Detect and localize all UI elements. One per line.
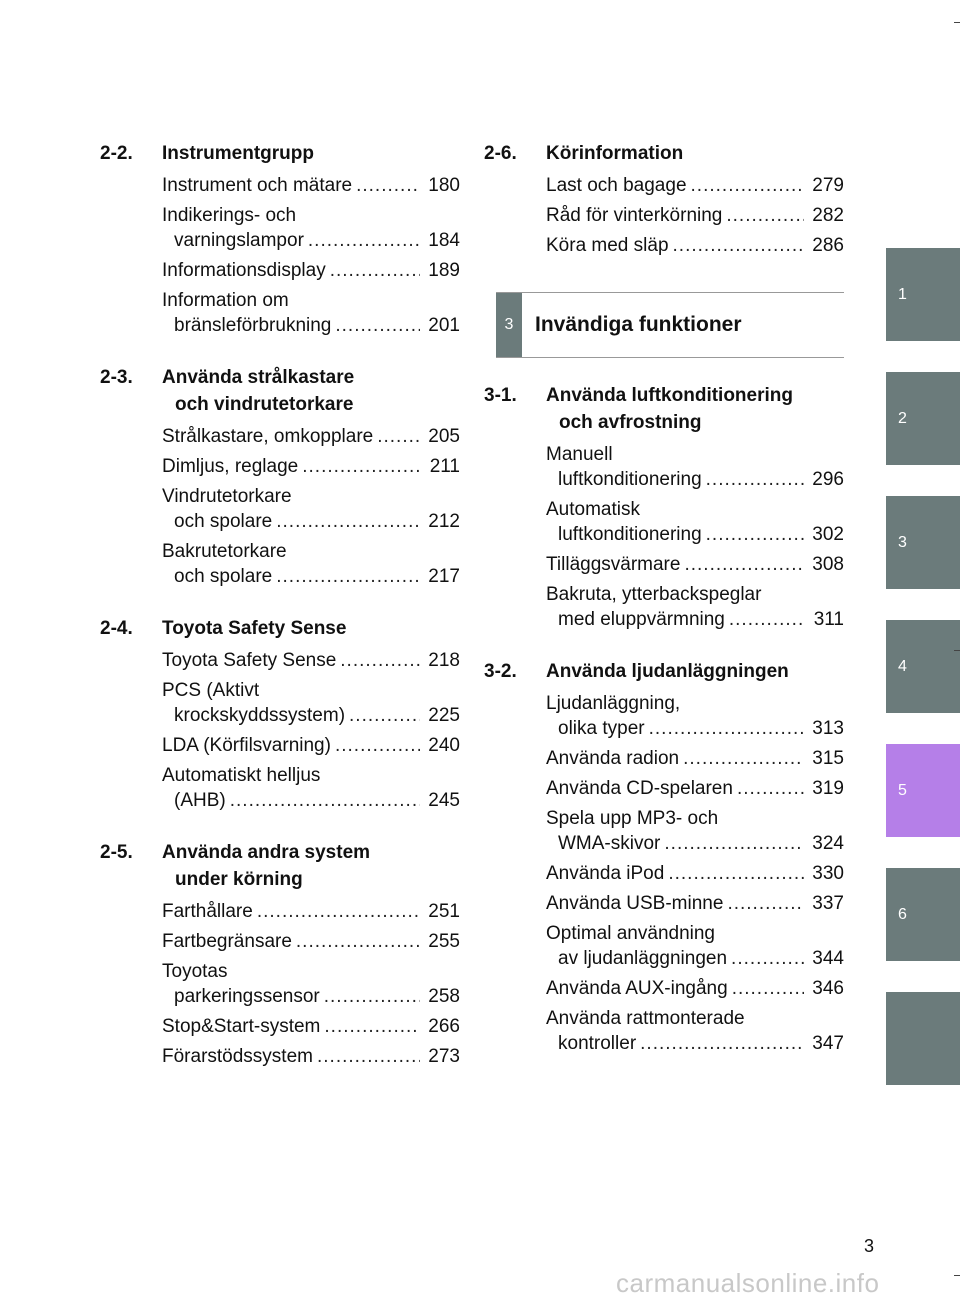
- watermark: carmanualsonline.info: [616, 1268, 880, 1298]
- entry-page-number: 218: [428, 650, 460, 671]
- entry-row: [162, 1014, 460, 1039]
- leader-dots: [649, 716, 804, 741]
- entry-text: PCS (Aktivt: [162, 680, 260, 701]
- entry-page-number: 255: [428, 931, 460, 952]
- section-title-line: Använda strålkastare: [162, 367, 355, 388]
- leader-dots: [296, 929, 420, 954]
- entry-text: Toyotas: [162, 961, 228, 982]
- toc-entry-link[interactable]: [162, 258, 460, 283]
- leader-dots: [706, 467, 804, 492]
- toc-section: [100, 839, 460, 1069]
- entry-text: Optimal användning: [546, 923, 715, 944]
- chapter-number: 3: [496, 293, 522, 357]
- toc-entry-link[interactable]: [546, 806, 844, 856]
- entry-page-number: 286: [812, 235, 844, 256]
- chapter-title: Invändiga funktioner: [535, 313, 742, 336]
- entry-text: Använda rattmonterade: [546, 1008, 745, 1029]
- toc-left-column: [100, 140, 460, 1095]
- entry-row: [546, 203, 844, 228]
- leader-dots: [324, 984, 420, 1009]
- chapter-tab-label: 5: [898, 781, 907, 799]
- toc-entry-link[interactable]: [162, 929, 460, 954]
- toc-entry-link[interactable]: [546, 582, 844, 632]
- entry-text: luftkonditionering: [558, 524, 702, 545]
- entry-text: varningslampor: [174, 230, 304, 251]
- entry-row: [546, 716, 844, 741]
- entry-row: [546, 173, 844, 198]
- leader-dots: [308, 228, 420, 253]
- leader-dots: [330, 258, 420, 283]
- chapter-tab-label: 1: [898, 285, 907, 303]
- section-number: 2-6.: [484, 143, 517, 164]
- toc-entry-link[interactable]: [546, 691, 844, 741]
- entry-text: kontroller: [558, 1033, 637, 1054]
- entry-text: Automatisk: [546, 499, 640, 520]
- toc-entry-link[interactable]: [162, 203, 460, 253]
- entry-row: [162, 454, 460, 479]
- leader-dots: [729, 607, 804, 632]
- section-number: 2-3.: [100, 367, 133, 388]
- entry-text: Bakruta, ytterbackspeglar: [546, 584, 762, 605]
- entry-row: [546, 831, 844, 856]
- entry-text: Bakrutetorkare: [162, 541, 287, 562]
- entry-row: [162, 173, 460, 198]
- toc-entry-link[interactable]: [546, 173, 844, 198]
- entry-text: (AHB): [174, 790, 226, 811]
- toc-entry-link[interactable]: [162, 648, 460, 673]
- entry-row: [546, 467, 844, 492]
- entry-text: Använda iPod: [546, 863, 665, 884]
- chapter-tab-label: 2: [898, 409, 907, 427]
- toc-entry-link[interactable]: [546, 776, 844, 801]
- section-number: 2-2.: [100, 143, 133, 164]
- leader-dots: [727, 891, 804, 916]
- toc-entries: [162, 899, 460, 1069]
- entry-text: Information om: [162, 290, 289, 311]
- toc-section: [484, 140, 844, 258]
- entry-row: [546, 1031, 844, 1056]
- entry-page-number: 313: [812, 718, 844, 739]
- chapter-tab-4[interactable]: [886, 620, 960, 713]
- crop-mark: [954, 650, 960, 651]
- entry-page-number: 330: [812, 863, 844, 884]
- toc-entries: [546, 173, 844, 258]
- leader-dots: [276, 564, 420, 589]
- section-heading: [100, 839, 460, 893]
- leader-dots: [335, 733, 420, 758]
- toc-entry-link[interactable]: [162, 1044, 460, 1069]
- entry-row: [546, 861, 844, 886]
- entry-row: [162, 984, 460, 1009]
- entry-text: Farthållare: [162, 901, 253, 922]
- toc-entry-link[interactable]: [162, 424, 460, 449]
- entry-row: [162, 509, 460, 534]
- entry-page-number: 315: [812, 748, 844, 769]
- toc-entry-link[interactable]: [546, 746, 844, 771]
- entry-row: [162, 899, 460, 924]
- section-heading: [484, 382, 844, 436]
- entry-page-number: 266: [428, 1016, 460, 1037]
- entry-page-number: 324: [812, 833, 844, 854]
- toc-entry-link[interactable]: [546, 442, 844, 492]
- entry-text: Använda AUX-ingång: [546, 978, 728, 999]
- entry-row: [162, 929, 460, 954]
- entry-page-number: 279: [812, 175, 844, 196]
- entry-page-number: 347: [812, 1033, 844, 1054]
- leader-dots: [691, 173, 804, 198]
- entry-row: [546, 891, 844, 916]
- entry-page-number: 245: [428, 790, 460, 811]
- entry-page-number: 180: [428, 175, 460, 196]
- leader-dots: [726, 203, 804, 228]
- leader-dots: [324, 1014, 420, 1039]
- entry-page-number: 225: [428, 705, 460, 726]
- entry-page-number: 308: [812, 554, 844, 575]
- toc-entry-link[interactable]: [162, 288, 460, 338]
- toc-entries: [162, 648, 460, 813]
- entry-row: [162, 258, 460, 283]
- entry-page-number: 201: [428, 315, 460, 336]
- section-title-line: och avfrostning: [559, 412, 702, 433]
- entry-page-number: 311: [813, 609, 844, 630]
- toc-entry-link[interactable]: [546, 497, 844, 547]
- entry-page-number: 296: [812, 469, 844, 490]
- entry-row: [546, 522, 844, 547]
- section-title-line: Använda ljudanläggningen: [546, 661, 789, 682]
- leader-dots: [664, 831, 804, 856]
- leader-dots: [706, 522, 804, 547]
- section-heading: [100, 364, 460, 418]
- entry-row: [162, 424, 460, 449]
- entry-text: Manuell: [546, 444, 613, 465]
- entry-text: Vindrutetorkare: [162, 486, 292, 507]
- leader-dots: [684, 552, 804, 577]
- entry-row: [546, 976, 844, 1001]
- toc-entries: [162, 424, 460, 589]
- toc-entries: [546, 691, 844, 1056]
- section-heading: [100, 615, 460, 642]
- toc-entry-link[interactable]: [162, 1014, 460, 1039]
- chapter-tab-1[interactable]: [886, 248, 960, 341]
- toc-entry-link[interactable]: [162, 959, 460, 1009]
- entry-text: Råd för vinterkörning: [546, 205, 723, 226]
- toc-section: [484, 382, 844, 632]
- entry-page-number: 212: [428, 511, 460, 532]
- chapter-tab-5[interactable]: [886, 744, 960, 837]
- entry-page-number: 282: [812, 205, 844, 226]
- toc-entry-link[interactable]: [546, 921, 844, 971]
- toc-entries: [162, 173, 460, 338]
- entry-text: av ljudanläggningen: [558, 948, 728, 969]
- section-title-line: Använda andra system: [162, 842, 371, 863]
- entry-text: Förarstödssystem: [162, 1046, 313, 1067]
- entry-text: Indikerings- och: [162, 205, 297, 226]
- entry-text: LDA (Körfilsvarning): [162, 735, 331, 756]
- entry-row: [162, 703, 460, 728]
- toc-entries: [546, 442, 844, 632]
- toc-entry-link[interactable]: [546, 1006, 844, 1056]
- section-heading: [100, 140, 460, 167]
- leader-dots: [257, 899, 420, 924]
- section-number: 3-2.: [484, 661, 517, 682]
- toc-right-column-bottom: [484, 382, 844, 1082]
- toc-entry-link[interactable]: [162, 173, 460, 198]
- entry-text: och spolare: [174, 511, 273, 532]
- section-number: 2-4.: [100, 618, 133, 639]
- entry-row: [546, 233, 844, 258]
- crop-mark: [954, 22, 960, 23]
- leader-dots: [640, 1031, 804, 1056]
- section-title-line: Toyota Safety Sense: [162, 618, 347, 639]
- section-title: [546, 382, 793, 436]
- entry-text: Dimljus, reglage: [162, 456, 299, 477]
- entry-page-number: 217: [428, 566, 460, 587]
- toc-entry-link[interactable]: [162, 539, 460, 589]
- section-title: [162, 364, 354, 418]
- entry-row: [162, 733, 460, 758]
- entry-text: Automatiskt helljus: [162, 765, 321, 786]
- toc-entry-link[interactable]: [546, 233, 844, 258]
- entry-text: luftkonditionering: [558, 469, 702, 490]
- toc-entry-link[interactable]: [162, 899, 460, 924]
- entry-row: [546, 746, 844, 771]
- entry-page-number: 251: [428, 901, 460, 922]
- entry-text: Instrument och mätare: [162, 175, 353, 196]
- leader-dots: [356, 173, 420, 198]
- entry-text: Stop&Start-system: [162, 1016, 321, 1037]
- entry-text: krockskyddssystem): [174, 705, 346, 726]
- entry-page-number: 240: [428, 735, 460, 756]
- entry-text: Köra med släp: [546, 235, 669, 256]
- entry-page-number: 189: [428, 260, 460, 281]
- leader-dots: [731, 946, 804, 971]
- toc-section: [100, 364, 460, 589]
- section-title-line: under körning: [175, 869, 303, 890]
- toc-entry-link[interactable]: [546, 203, 844, 228]
- toc-section: [484, 658, 844, 1056]
- section-number: 2-5.: [100, 842, 133, 863]
- entry-row: [546, 946, 844, 971]
- chapter-tab-2[interactable]: [886, 372, 960, 465]
- leader-dots: [673, 233, 804, 258]
- chapter-tab-blank[interactable]: [886, 992, 960, 1085]
- entry-text: Strålkastare, omkopplare: [162, 426, 374, 447]
- entry-row: [162, 228, 460, 253]
- section-title-line: och vindrutetorkare: [175, 394, 354, 415]
- crop-mark: [954, 1275, 960, 1276]
- entry-page-number: 184: [428, 230, 460, 251]
- entry-text: Last och bagage: [546, 175, 687, 196]
- leader-dots: [683, 746, 804, 771]
- leader-dots: [732, 976, 804, 1001]
- section-heading: [484, 658, 844, 685]
- section-title: [162, 140, 314, 167]
- chapter-tab-label: 6: [898, 905, 907, 923]
- entry-page-number: 205: [428, 426, 460, 447]
- entry-row: [546, 552, 844, 577]
- entry-text: och spolare: [174, 566, 273, 587]
- toc-entry-link[interactable]: [546, 976, 844, 1001]
- entry-row: [162, 313, 460, 338]
- entry-text: Toyota Safety Sense: [162, 650, 337, 671]
- entry-row: [162, 648, 460, 673]
- entry-text: Använda CD-spelaren: [546, 778, 733, 799]
- leader-dots: [349, 703, 420, 728]
- entry-row: [162, 788, 460, 813]
- toc-entry-link[interactable]: [162, 763, 460, 813]
- leader-dots: [737, 776, 804, 801]
- entry-text: Tilläggsvärmare: [546, 554, 681, 575]
- toc-entry-link[interactable]: [162, 454, 460, 479]
- entry-text: Informationsdisplay: [162, 260, 326, 281]
- section-heading: [484, 140, 844, 167]
- section-title-line: Instrumentgrupp: [162, 143, 314, 164]
- section-title: [546, 140, 683, 167]
- toc-right-column-top: [484, 140, 844, 284]
- entry-row: [162, 564, 460, 589]
- chapter-tab-6[interactable]: [886, 868, 960, 961]
- leader-dots: [340, 648, 420, 673]
- entry-text: Fartbegränsare: [162, 931, 292, 952]
- entry-text: Spela upp MP3- och: [546, 808, 719, 829]
- entry-text: med eluppvärmning: [558, 609, 725, 630]
- entry-page-number: 319: [812, 778, 844, 799]
- entry-page-number: 211: [429, 456, 460, 477]
- entry-text: parkeringssensor: [174, 986, 320, 1007]
- chapter-banner: [496, 292, 844, 358]
- leader-dots: [668, 861, 804, 886]
- chapter-tab-label: 3: [898, 533, 907, 551]
- entry-row: [162, 1044, 460, 1069]
- section-title-line: Körinformation: [546, 143, 684, 164]
- entry-page-number: 337: [812, 893, 844, 914]
- section-title: [546, 658, 789, 685]
- entry-page-number: 302: [812, 524, 844, 545]
- entry-page-number: 346: [812, 978, 844, 999]
- section-title-line: Använda luftkonditionering: [546, 385, 793, 406]
- toc-section: [100, 615, 460, 813]
- entry-text: WMA-skivor: [558, 833, 661, 854]
- entry-text: Använda radion: [546, 748, 680, 769]
- toc-section: [100, 140, 460, 338]
- section-number: 3-1.: [484, 385, 517, 406]
- toc-entry-link[interactable]: [162, 678, 460, 728]
- toc-entry-link[interactable]: [162, 733, 460, 758]
- toc-entry-link[interactable]: [546, 552, 844, 577]
- leader-dots: [335, 313, 420, 338]
- chapter-tab-3[interactable]: [886, 496, 960, 589]
- toc-entry-link[interactable]: [546, 891, 844, 916]
- entry-page-number: 258: [428, 986, 460, 1007]
- entry-row: [546, 607, 844, 632]
- toc-entry-link[interactable]: [546, 861, 844, 886]
- leader-dots: [230, 788, 420, 813]
- entry-text: bränsleförbrukning: [174, 315, 332, 336]
- entry-page-number: 344: [812, 948, 844, 969]
- entry-page-number: 273: [428, 1046, 460, 1067]
- leader-dots: [302, 454, 420, 479]
- chapter-tab-label: 4: [898, 657, 907, 675]
- entry-row: [546, 776, 844, 801]
- page-number: 3: [864, 1236, 875, 1256]
- entry-text: olika typer: [558, 718, 645, 739]
- leader-dots: [276, 509, 420, 534]
- chapter-tabs: [886, 248, 960, 1116]
- leader-dots: [377, 424, 420, 449]
- leader-dots: [317, 1044, 420, 1069]
- entry-text: Använda USB-minne: [546, 893, 724, 914]
- section-title: [162, 839, 370, 893]
- entry-text: Ljudanläggning,: [546, 693, 681, 714]
- toc-entry-link[interactable]: [162, 484, 460, 534]
- section-title: [162, 615, 346, 642]
